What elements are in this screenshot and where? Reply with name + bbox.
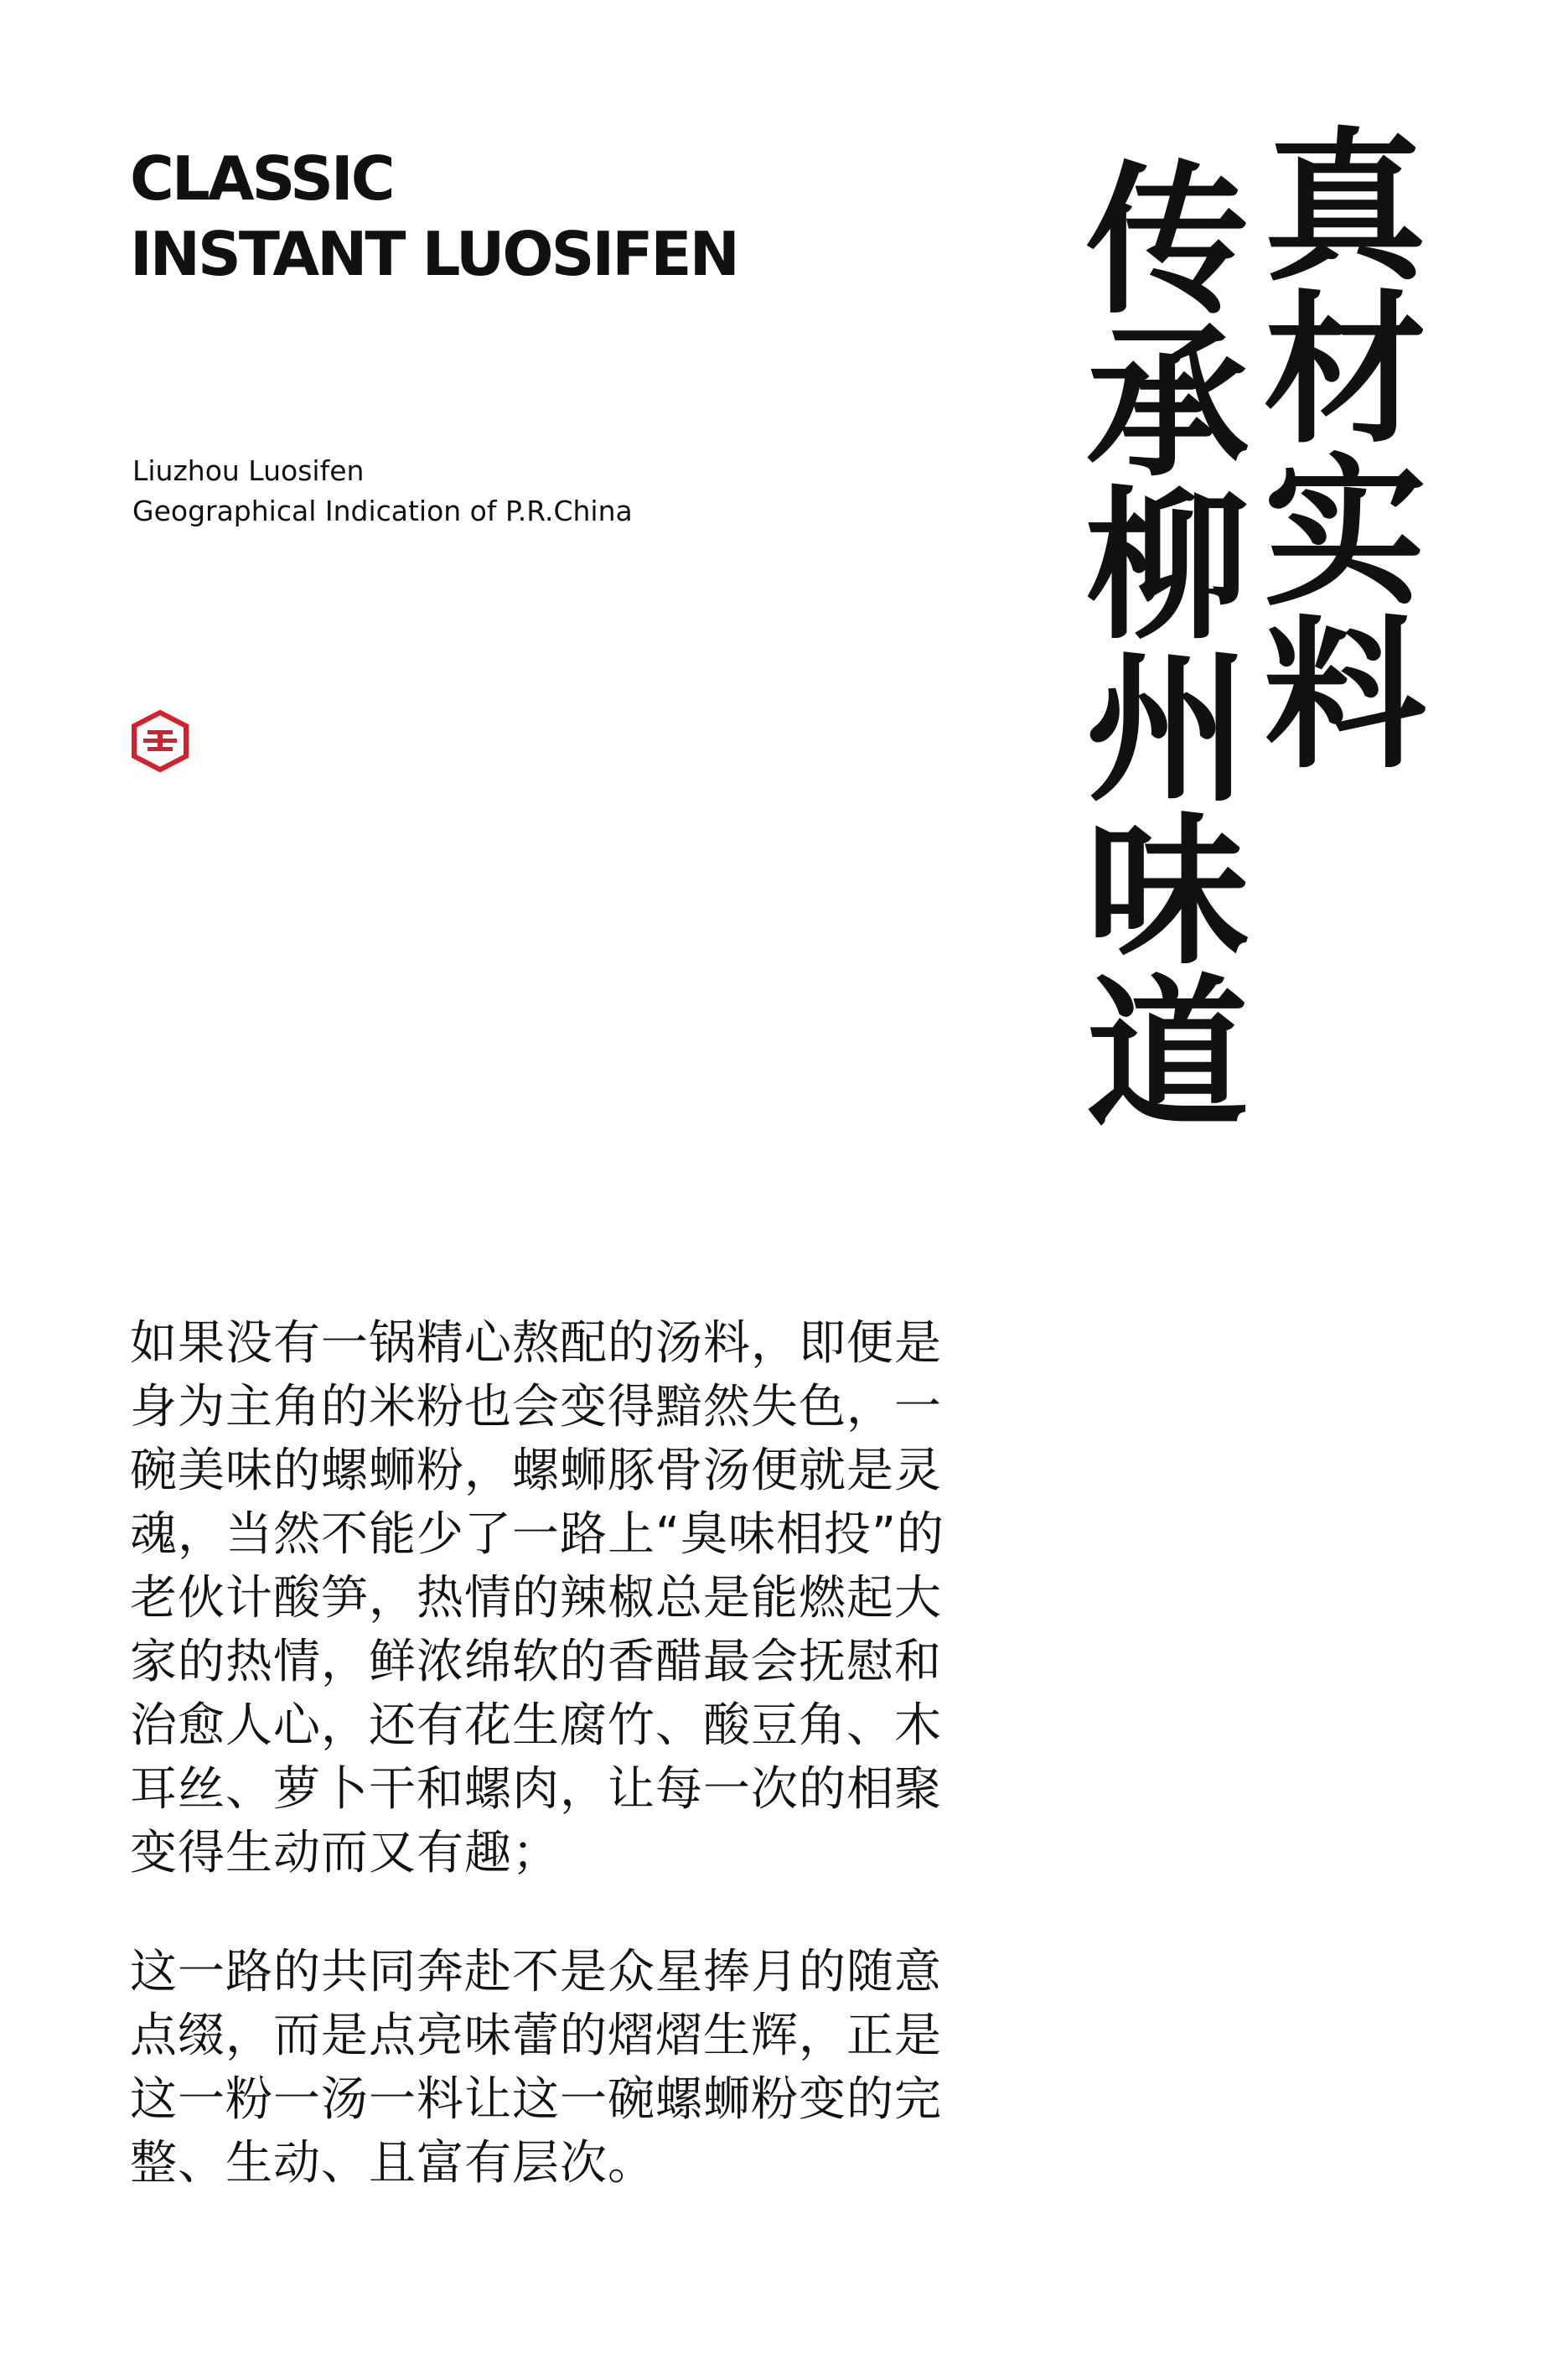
slogan-right-column [1264, 111, 1426, 791]
slogan-char: 州 [1086, 633, 1249, 824]
slogan-char: 料 [1264, 599, 1426, 791]
product-title [130, 141, 737, 292]
slogan-char: 传 [1086, 145, 1249, 336]
slogan-char: 真 [1264, 111, 1426, 303]
title-line-2: INSTANT LUOSIFEN [130, 219, 737, 289]
slogan-char: 承 [1086, 308, 1249, 499]
subtitle-line-1: Liuzhou Luosifen [132, 454, 365, 487]
slogan-char: 材 [1264, 274, 1426, 465]
title-line-1: CLASSIC [130, 143, 393, 214]
product-subtitle [132, 451, 633, 531]
slogan-char: 道 [1086, 958, 1249, 1149]
slogan-char: 味 [1086, 796, 1249, 987]
hexagon-brand-icon [130, 709, 190, 773]
body-paragraph-2: 这一路的共同奔赴不是众星捧月的随意点缀，而是点亮味蕾的熠熠生辉，正是这一粉一汤一料让这一碗螺蛳粉变的完整、生动、且富有层次。 [130, 1945, 942, 2190]
slogan-char: 柳 [1086, 470, 1249, 661]
slogan-left-column [1086, 145, 1249, 1149]
subtitle-line-2: Geographical Indication of P.R.China [132, 495, 633, 527]
body-paragraph-1: 如果没有一锅精心熬配的汤料，即便是身为主角的米粉也会变得黯然失色，一碗美味的螺蛳粉，螺蛳豚骨汤便就是灵魂，当然不能少了一路上“臭味相投”的老伙计酸笋，热情的辣椒总是能燃起大家的热情，鲜浓绵软的香醋最会抚慰和治愈人心，还有花生腐竹、酸豆角、木耳丝、萝卜干和螺肉，让每一次的相聚变得生动而又有趣； [130, 1316, 945, 1880]
slogan-char: 实 [1264, 437, 1426, 628]
